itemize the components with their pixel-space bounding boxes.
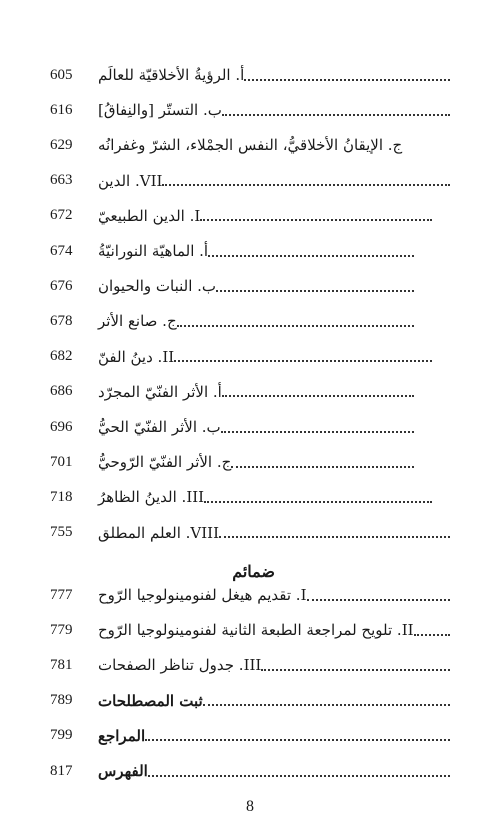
dot-leader: [222, 113, 450, 116]
toc-page-number: 817: [50, 762, 73, 779]
toc-entry-title: II. دينُ الفنّ: [98, 347, 175, 366]
toc-entry-title: أ. الماهيّة النورانيّةُ: [98, 242, 209, 260]
dot-leader: [219, 535, 450, 538]
dot-leader: [208, 254, 414, 257]
toc-entry-title: ب. التستّر [والنِفاقُ]: [98, 101, 222, 120]
dot-leader: [216, 289, 414, 292]
toc-page-number: 629: [50, 136, 73, 153]
dot-leader: [414, 633, 450, 636]
toc-line: [92, 383, 450, 401]
appendix-heading: ضمائم: [232, 562, 275, 581]
toc-row: [50, 62, 450, 88]
toc-line: [92, 207, 450, 225]
toc-row: [50, 308, 450, 334]
toc-entry-title: VII. الدين: [98, 171, 163, 190]
dot-leader: [221, 430, 414, 433]
dot-leader: [145, 738, 450, 741]
toc-entry-title: أ. الرؤيةُ الأخلاقيّة للعالَم: [98, 66, 245, 84]
dot-leader: [222, 394, 414, 397]
dot-leader: [162, 183, 450, 186]
toc-page-number: 663: [50, 172, 73, 189]
toc-row: [50, 652, 450, 678]
toc-row: [50, 758, 450, 784]
toc-row: [50, 617, 450, 643]
toc-line: [92, 277, 450, 295]
toc-page-number: 676: [50, 277, 73, 294]
dot-leader: [203, 703, 450, 706]
toc-entry-title: ب. النبات والحيوان: [98, 277, 217, 296]
toc-page-number: 781: [50, 656, 73, 673]
dot-leader: [261, 668, 450, 671]
toc-line: [92, 136, 450, 154]
dot-leader: [200, 218, 432, 221]
toc-row: [50, 520, 450, 546]
toc-line: [92, 621, 450, 639]
toc-line: [92, 172, 450, 190]
toc-line: [92, 586, 450, 604]
toc-row: [50, 203, 450, 229]
toc-entry-title: المراجع: [98, 726, 146, 745]
toc-entry-title: ج. صانع الأثر: [98, 312, 177, 331]
toc-line: [92, 312, 450, 330]
toc-entry-title: ب. الأثر الفنّيّ الحيُّ: [98, 418, 221, 436]
toc-line: [92, 656, 450, 674]
dot-leader: [148, 774, 450, 777]
toc-row: [50, 484, 450, 510]
toc-page-number: 672: [50, 207, 73, 224]
toc-row: [50, 273, 450, 299]
toc-row: [50, 379, 450, 405]
toc-row: [50, 132, 450, 158]
toc-entry-title: ثبت المصطلحات: [98, 691, 203, 710]
toc-entry-title: III. جدول تناظر الصفحات: [98, 656, 262, 675]
toc-row: [50, 344, 450, 370]
toc-line: [92, 524, 450, 542]
toc-entry-title: III. الدينُ الظاهرُ: [98, 488, 205, 507]
dot-leader: [307, 598, 450, 601]
toc-page-number: 674: [50, 242, 73, 259]
toc-page-number: 686: [50, 383, 73, 400]
toc-row: [50, 723, 450, 749]
toc-row: [50, 414, 450, 440]
toc-page-number: 779: [50, 621, 73, 638]
toc-page-number: 799: [50, 727, 73, 744]
toc-entry-title: الفهرس: [98, 762, 148, 780]
dot-leader: [174, 359, 432, 362]
toc-line: [92, 242, 450, 260]
toc-line: [92, 727, 450, 745]
toc-row: [50, 168, 450, 194]
toc-entry-title: VIII. العلم المطلق: [98, 523, 220, 542]
toc-entry-title: ج. الأثر الفنّيّ الرّوحيُّ: [98, 453, 232, 472]
toc-page-number: 789: [50, 692, 73, 709]
toc-line: [92, 692, 450, 710]
dot-leader: [177, 324, 414, 327]
toc-row: [50, 688, 450, 714]
toc-row: [50, 582, 450, 608]
toc-line: [92, 762, 450, 780]
toc-page-number: 616: [50, 101, 73, 118]
dot-leader: [204, 500, 432, 503]
toc-page-number: 696: [50, 418, 73, 435]
toc-page-number: 718: [50, 488, 73, 505]
dot-leader: [244, 78, 450, 81]
toc-line: [92, 101, 450, 119]
toc-line: [92, 348, 450, 366]
toc-entry-title: I. الدين الطبيعيّ: [98, 206, 201, 225]
toc-page-number: 678: [50, 312, 73, 329]
toc-page-number: 777: [50, 586, 73, 603]
toc-entry-title: ج. الإيقانُ الأخلاقيُّ، النفس الجمْلاء، الشرّ وغفرانُه: [98, 136, 403, 155]
page-number: 8: [246, 798, 254, 815]
toc-page-number: 701: [50, 453, 73, 470]
toc-row: [50, 449, 450, 475]
toc-line: [92, 453, 450, 471]
toc-line: [92, 418, 450, 436]
toc-entry-title: II. تلويح لمراجعة الطبعة الثانية لفنومينولوجيا الرّوح: [98, 621, 414, 640]
toc-row: [50, 238, 450, 264]
toc-line: [92, 488, 450, 506]
toc-row: [50, 97, 450, 123]
toc-page-number: 605: [50, 66, 73, 83]
toc-page-number: 755: [50, 524, 73, 541]
toc-entry-title: I. تقديم هيغل لفنومينولوجيا الرّوح: [98, 586, 307, 604]
dot-leader: [231, 465, 414, 468]
toc-line: [92, 66, 450, 84]
toc-page-number: 682: [50, 348, 73, 365]
toc-entry-title: أ. الأثر الفنّيّ المجرّد: [98, 382, 222, 401]
